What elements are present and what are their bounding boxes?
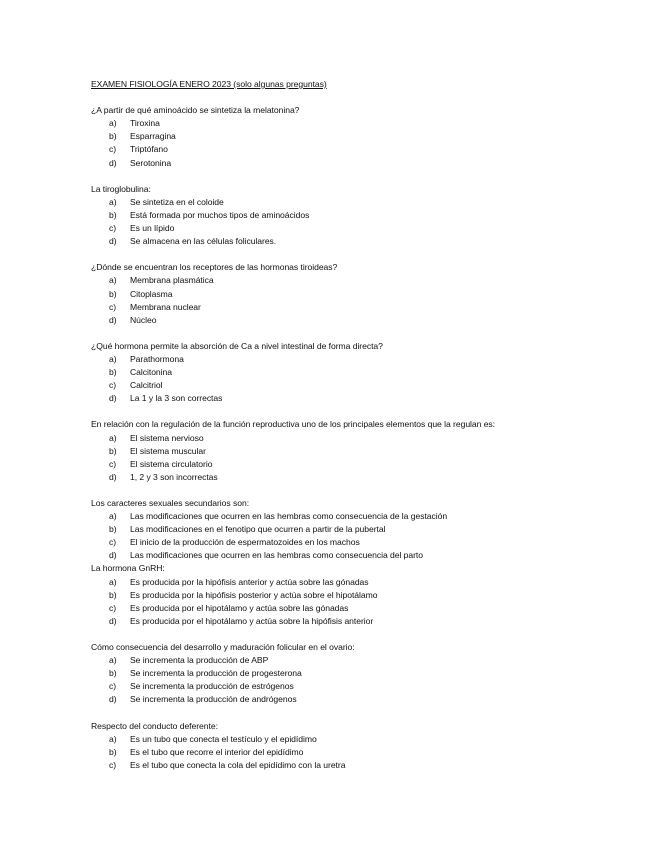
option-letter: c) — [109, 759, 117, 770]
answer-option — [91, 301, 631, 314]
answer-option — [91, 209, 631, 222]
question-text: La tiroglobulina: — [91, 183, 151, 194]
answer-option — [91, 602, 631, 615]
option-letter: b) — [109, 367, 117, 378]
option-letter: d) — [109, 615, 117, 626]
answer-option — [91, 510, 631, 523]
question-text: La hormona GnRH: — [91, 563, 165, 574]
answer-option — [91, 759, 631, 772]
answer-option — [91, 746, 631, 759]
option-text: Triptófano — [130, 144, 168, 155]
question-7 — [91, 562, 631, 627]
option-letter: c) — [109, 301, 117, 312]
question-list — [91, 104, 631, 772]
question-2 — [91, 183, 631, 248]
option-letter: c) — [109, 681, 117, 692]
option-letter: b) — [109, 131, 117, 142]
question-1 — [91, 104, 631, 169]
option-letter: c) — [109, 223, 117, 234]
option-list — [91, 510, 631, 562]
option-text: Tiroxina — [130, 118, 160, 129]
option-list — [91, 432, 631, 484]
option-text: Las modificaciones que ocurren en las hembras como consecuencia de la gestación — [130, 511, 448, 522]
question-text: ¿Qué hormona permite la absorción de Ca a nivel intestinal de forma directa? — [91, 340, 383, 351]
option-letter: d) — [109, 694, 117, 705]
option-letter: a) — [109, 353, 117, 364]
option-text: Está formada por muchos tipos de aminoácidos — [130, 209, 310, 220]
option-letter: d) — [109, 550, 117, 561]
option-letter: b) — [109, 524, 117, 535]
option-text: Parathormona — [130, 353, 184, 364]
option-text: Calcitriol — [130, 380, 163, 391]
option-letter: d) — [109, 236, 117, 247]
question-text: Respecto del conducto deferente: — [91, 720, 218, 731]
option-text: Se incrementa la producción de ABP — [130, 655, 269, 666]
question-9 — [91, 720, 631, 772]
option-text: Es producida por la hipófisis posterior y actúa sobre el hipotálamo — [130, 589, 378, 600]
document-title: EXAMEN FISIOLOGÍA ENERO 2023 (solo algunas preguntas) — [91, 79, 327, 89]
option-letter: b) — [109, 668, 117, 679]
option-text: Es el tubo que conecta la cola del epidídimo con la uretra — [130, 759, 346, 770]
question-text: Cómo consecuencia del desarrollo y maduración folicular en el ovario: — [91, 642, 355, 653]
answer-option — [91, 379, 631, 392]
question-text: ¿A partir de qué aminoácido se sintetiza la melatonina? — [91, 105, 300, 116]
answer-option — [91, 458, 631, 471]
question-8 — [91, 641, 631, 706]
option-letter: b) — [109, 589, 117, 600]
option-letter: a) — [109, 655, 117, 666]
option-text: Citoplasma — [130, 288, 173, 299]
option-text: El sistema circulatorio — [130, 458, 213, 469]
answer-option — [91, 222, 631, 235]
option-letter: d) — [109, 471, 117, 482]
answer-option — [91, 288, 631, 301]
option-text: El sistema nervioso — [130, 432, 204, 443]
question-6 — [91, 497, 631, 562]
option-text: La 1 y la 3 son correctas — [130, 393, 223, 404]
answer-option — [91, 615, 631, 628]
option-text: Se sintetiza en el coloide — [130, 196, 224, 207]
question-5 — [91, 418, 631, 483]
option-letter: b) — [109, 288, 117, 299]
option-text: Núcleo — [130, 314, 157, 325]
answer-option — [91, 693, 631, 706]
answer-option — [91, 576, 631, 589]
option-text: Se almacena en las células foliculares. — [130, 236, 277, 247]
answer-option — [91, 654, 631, 667]
option-text: Se incrementa la producción de andrógenos — [130, 694, 297, 705]
option-text: Esparragina — [130, 131, 176, 142]
option-letter: b) — [109, 209, 117, 220]
answer-option — [91, 353, 631, 366]
option-text: Se incrementa la producción de progesterona — [130, 668, 302, 679]
option-letter: a) — [109, 275, 117, 286]
answer-option — [91, 589, 631, 602]
option-letter: a) — [109, 432, 117, 443]
answer-option — [91, 143, 631, 156]
question-4 — [91, 340, 631, 405]
option-text: El inicio de la producción de espermatozoides en los machos — [130, 537, 360, 548]
answer-option — [91, 314, 631, 327]
option-list — [91, 117, 631, 169]
option-letter: a) — [109, 196, 117, 207]
option-text: El sistema muscular — [130, 445, 206, 456]
answer-option — [91, 432, 631, 445]
answer-option — [91, 667, 631, 680]
option-text: Es un lípido — [130, 223, 175, 234]
answer-option — [91, 680, 631, 693]
option-letter: d) — [109, 157, 117, 168]
question-text: En relación con la regulación de la función reproductiva uno de los principales elementos que la regulan es: — [91, 419, 496, 430]
option-list — [91, 353, 631, 405]
option-text: Serotonina — [130, 157, 172, 168]
option-letter: c) — [109, 144, 117, 155]
option-list — [91, 576, 631, 628]
option-text: Calcitonina — [130, 367, 172, 378]
answer-option — [91, 471, 631, 484]
answer-option — [91, 157, 631, 170]
option-letter: c) — [109, 380, 117, 391]
answer-option — [91, 196, 631, 209]
option-letter: a) — [109, 118, 117, 129]
option-letter: b) — [109, 445, 117, 456]
option-list — [91, 274, 631, 326]
answer-option — [91, 392, 631, 405]
answer-option — [91, 274, 631, 287]
answer-option — [91, 130, 631, 143]
option-text: Es el tubo que recorre el interior del epidídimo — [130, 746, 304, 757]
option-text: Es producida por el hipotálamo y actúa sobre la hipófisis anterior — [130, 615, 374, 626]
option-list — [91, 733, 631, 772]
option-text: Es producida por la hipófisis anterior y actúa sobre las gónadas — [130, 576, 369, 587]
answer-option — [91, 733, 631, 746]
document-content — [91, 78, 631, 785]
answer-option — [91, 445, 631, 458]
option-letter: b) — [109, 746, 117, 757]
answer-option — [91, 549, 631, 562]
option-letter: d) — [109, 314, 117, 325]
question-text: ¿Dónde se encuentran los receptores de las hormonas tiroideas? — [91, 262, 338, 273]
question-3 — [91, 261, 631, 326]
answer-option — [91, 536, 631, 549]
option-letter: d) — [109, 393, 117, 404]
option-list — [91, 196, 631, 248]
option-text: Es un tubo que conecta el testículo y el epidídimo — [130, 733, 317, 744]
option-text: Las modificaciones que ocurren en las hembras como consecuencia del parto — [130, 550, 424, 561]
answer-option — [91, 117, 631, 130]
question-text: Los caracteres sexuales secundarios son: — [91, 498, 250, 508]
option-text: Las modificaciones en el fenotipo que ocurren a partir de la pubertal — [130, 524, 386, 535]
option-list — [91, 654, 631, 706]
option-letter: c) — [109, 602, 117, 613]
option-text: Membrana plasmática — [130, 275, 214, 286]
option-text: 1, 2 y 3 son incorrectas — [130, 471, 218, 482]
option-text: Se incrementa la producción de estrógenos — [130, 681, 294, 692]
option-letter: a) — [109, 511, 117, 522]
option-letter: c) — [109, 458, 117, 469]
option-letter: a) — [109, 576, 117, 587]
answer-option — [91, 366, 631, 379]
answer-option — [91, 235, 631, 248]
option-letter: a) — [109, 733, 117, 744]
answer-option — [91, 523, 631, 536]
option-text: Es producida por el hipotálamo y actúa sobre las gónadas — [130, 602, 349, 613]
option-letter: c) — [109, 537, 117, 548]
option-text: Membrana nuclear — [130, 301, 201, 312]
